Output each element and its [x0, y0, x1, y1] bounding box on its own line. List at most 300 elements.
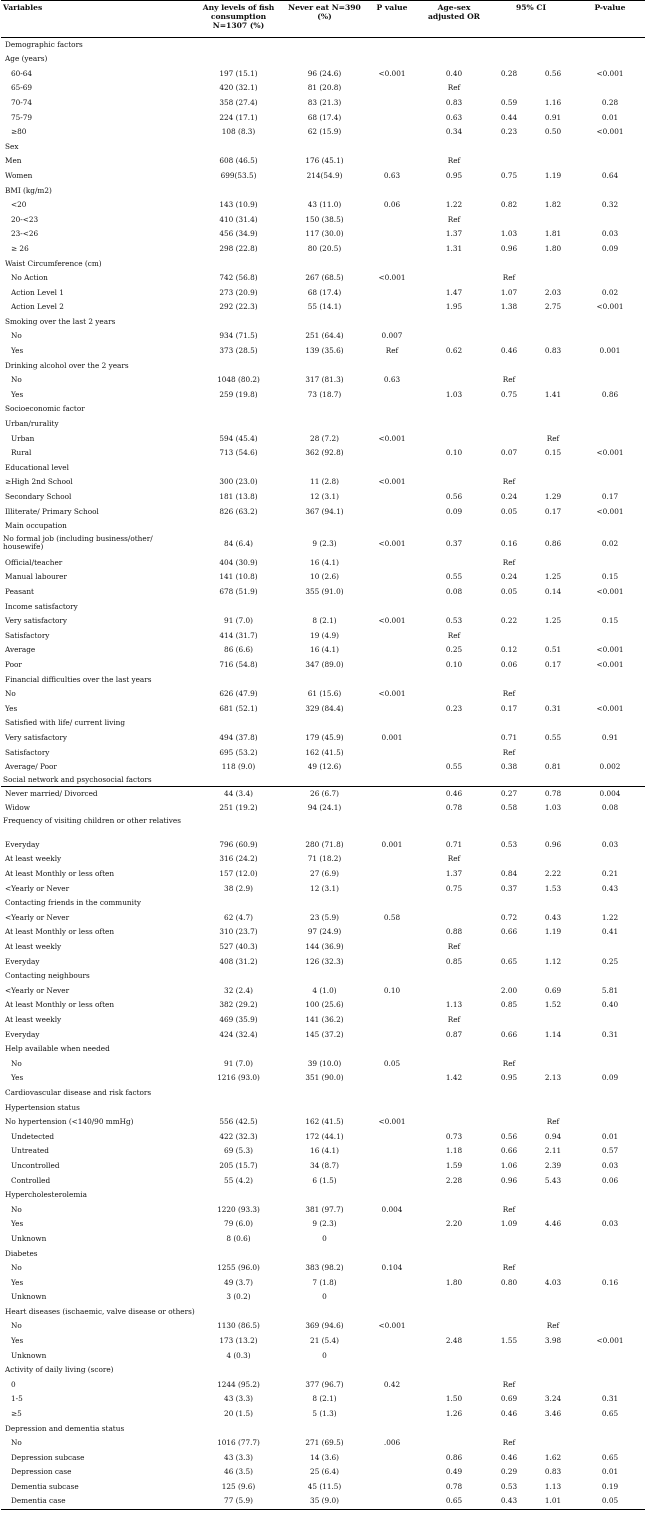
cell-variable: Very satisfactory	[5, 732, 68, 742]
table-row	[1, 271, 645, 286]
cell-fish-consumption: 292 (22.3)	[219, 302, 258, 312]
cell-adjusted-or: 0.55	[445, 762, 463, 772]
cell-ci-upper	[531, 1232, 575, 1247]
cell-p-value-2	[575, 1436, 645, 1451]
cell-never-eat: 10 (2.6)	[310, 572, 339, 582]
cell-p-value	[363, 1100, 421, 1115]
cell-p-value-2	[575, 1319, 645, 1334]
cell-variable: Contacting neighbours	[5, 971, 90, 981]
cell-ci-upper	[531, 38, 575, 53]
cell-ci-lower: 0.06	[500, 659, 518, 669]
cell-never-eat	[286, 519, 363, 534]
cell-ci-upper: 4.03	[544, 1277, 562, 1287]
cell-p-value	[363, 1217, 421, 1232]
cell-ci-upper	[531, 271, 575, 286]
cell-ci-upper: 0.14	[544, 586, 562, 596]
cell-adjusted-or	[421, 52, 487, 67]
cell-never-eat: 11 (2.8)	[310, 477, 339, 487]
cell-ci-lower: 0.05	[500, 506, 518, 516]
cell-p-value-2	[575, 140, 645, 155]
cell-ci-upper: 1.81	[544, 229, 562, 239]
cell-p-value-2	[575, 271, 645, 286]
cell-never-eat: 35 (9.0)	[310, 1496, 339, 1506]
cell-fish-consumption: 181 (13.8)	[219, 492, 258, 501]
cell-adjusted-or: 0.71	[445, 839, 463, 849]
cell-variable: Official/teacher	[5, 557, 63, 567]
cell-fish-consumption: 251 (19.2)	[219, 803, 258, 813]
cell-p-value: 0.63	[383, 375, 401, 385]
cell-p-value	[363, 570, 421, 585]
cell-fish-consumption: 108 (8.3)	[221, 127, 256, 137]
cell-variable: Illiterate/ Primary School	[5, 506, 99, 516]
cell-never-eat: 369 (94.6)	[305, 1321, 344, 1331]
cell-ci-upper	[531, 1188, 575, 1203]
cell-variable: Men	[5, 156, 22, 166]
cell-ci-upper	[531, 373, 575, 388]
cell-adjusted-or: 0.78	[445, 803, 463, 813]
cell-never-eat: 21 (5.4)	[310, 1336, 339, 1346]
cell-p-value	[363, 1042, 421, 1057]
cell-p-value-2: 0.03	[601, 1160, 619, 1170]
cell-fish-consumption: 527 (40.3)	[219, 942, 258, 952]
cell-ci-upper	[531, 1363, 575, 1378]
cell-p-value	[363, 154, 421, 169]
cell-ci-upper	[531, 81, 575, 96]
table-row	[1, 154, 645, 169]
cell-ci-lower: 0.69	[500, 1394, 518, 1404]
cell-never-eat: 150 (38.5)	[305, 214, 344, 224]
cell-fish-consumption: 91 (7.0)	[224, 616, 253, 626]
cell-p-value: 0.63	[383, 170, 401, 180]
cell-p-value-2	[575, 52, 645, 67]
table-row	[1, 505, 645, 520]
cell-ci-upper: 0.83	[544, 346, 562, 356]
table-row	[1, 1232, 645, 1247]
cell-ci-upper	[531, 1349, 575, 1364]
cell-ci-upper: 1.14	[544, 1029, 562, 1039]
cell-fish-consumption: 594 (45.4)	[219, 433, 258, 443]
cell-never-eat: 214(54.9)	[306, 170, 343, 180]
cell-variable: <Yearly or Never	[5, 912, 70, 922]
cell-p-value-2: <0.001	[596, 448, 624, 458]
cell-ci-upper: 2.03	[544, 287, 562, 297]
cell-variable: Action Level 1	[11, 287, 64, 297]
table-row	[1, 570, 645, 585]
cell-ci-lower	[487, 432, 531, 447]
cell-p-value-2	[575, 745, 645, 760]
table-row	[1, 1130, 645, 1145]
cell-ci-lower: Ref	[502, 1058, 516, 1068]
table-row	[1, 432, 645, 447]
cell-fish-consumption: 77 (5.9)	[224, 1496, 253, 1506]
cell-ci-lower	[487, 1290, 531, 1305]
header-p-value-2: P-value	[594, 3, 626, 12]
cell-adjusted-or: 0.88	[445, 927, 463, 937]
table-row	[1, 256, 645, 271]
cell-p-value	[363, 96, 421, 111]
cell-never-eat	[286, 1188, 363, 1203]
cell-never-eat	[286, 1042, 363, 1057]
cell-ci-upper: 5.43	[544, 1175, 562, 1185]
cell-p-value	[363, 1246, 421, 1261]
table-row	[1, 1276, 645, 1291]
header-never-eat: Never eat N=390 (%)	[288, 3, 361, 22]
cell-ci-lower: 0.58	[500, 803, 518, 813]
table-row	[1, 787, 645, 802]
cell-adjusted-or	[421, 417, 487, 432]
cell-variable: At least weekly	[5, 854, 62, 864]
cell-ci-upper	[531, 1261, 575, 1276]
cell-p-value	[363, 852, 421, 867]
cell-never-eat: 97 (24.9)	[307, 927, 342, 937]
cell-p-value-2	[575, 402, 645, 417]
cell-p-value-2	[575, 373, 645, 388]
table-row	[1, 760, 645, 775]
cell-ci-lower	[487, 1422, 531, 1437]
cell-variable: ≥5	[11, 1409, 22, 1419]
cell-variable: Widow	[5, 803, 31, 813]
cell-variable: Main occupation	[5, 521, 67, 531]
cell-fish-consumption	[191, 1363, 286, 1378]
cell-ci-lower: Ref	[502, 1204, 516, 1214]
cell-ci-lower: 0.82	[500, 200, 518, 210]
cell-ci-upper: 1.29	[544, 492, 562, 501]
cell-variable: Undetected	[11, 1131, 55, 1141]
cell-variable: No hypertension (<140/90 mmHg)	[5, 1117, 134, 1127]
cell-p-value-2: 0.02	[601, 287, 619, 297]
cell-never-eat: 100 (25.6)	[305, 1000, 344, 1010]
cell-variable: Uncontrolled	[11, 1160, 60, 1170]
cell-ci-lower	[487, 1100, 531, 1115]
cell-fish-consumption: 626 (47.9)	[219, 689, 258, 699]
table-row	[1, 955, 645, 970]
table-body	[1, 38, 645, 1510]
cell-fish-consumption: 424 (32.4)	[219, 1029, 258, 1039]
cell-ci-lower: 0.96	[500, 1175, 518, 1185]
cell-p-value-2: 0.09	[601, 1073, 619, 1083]
cell-adjusted-or: Ref	[447, 83, 461, 93]
cell-ci-lower: 0.66	[500, 1146, 518, 1156]
cell-adjusted-or	[421, 1100, 487, 1115]
cell-variable: 0	[11, 1379, 16, 1389]
cell-fish-consumption: 420 (32.1)	[219, 83, 258, 93]
cell-p-value-2: <0.001	[596, 1336, 624, 1346]
table-row	[1, 629, 645, 644]
cell-adjusted-or: 0.75	[445, 883, 463, 893]
cell-ci-upper	[531, 1086, 575, 1101]
cell-never-eat	[286, 417, 363, 432]
cell-never-eat	[286, 775, 363, 787]
cell-p-value-2: 0.06	[601, 1175, 619, 1185]
cell-ci-upper	[531, 599, 575, 614]
cell-ci-upper: 2.13	[544, 1073, 562, 1083]
table-row	[1, 359, 645, 374]
cell-p-value-2	[575, 1188, 645, 1203]
cell-adjusted-or: 0.87	[445, 1029, 463, 1039]
cell-variable: Sex	[5, 141, 19, 151]
cell-never-eat: 83 (21.3)	[307, 97, 342, 107]
cell-variable: Dementia case	[11, 1496, 66, 1506]
cell-p-value	[363, 1290, 421, 1305]
header-variables: Variables	[3, 3, 43, 12]
cell-never-eat: 25 (6.4)	[310, 1467, 339, 1477]
table-row	[1, 140, 645, 155]
cell-ci-lower	[487, 154, 531, 169]
cell-ci-lower: 0.46	[500, 1452, 518, 1462]
cell-ci-upper	[531, 1305, 575, 1320]
cell-never-eat	[286, 461, 363, 476]
cell-adjusted-or: 2.20	[445, 1219, 463, 1229]
table-row	[1, 614, 645, 629]
cell-adjusted-or: 0.40	[445, 68, 463, 78]
cell-ci-upper	[531, 475, 575, 490]
table-row	[1, 585, 645, 600]
cell-ci-lower: 1.07	[500, 287, 518, 297]
cell-ci-lower: 0.28	[500, 68, 518, 78]
cell-p-value	[363, 1495, 421, 1510]
cell-ci-lower	[487, 81, 531, 96]
cell-p-value-2: 0.002	[599, 762, 621, 772]
cell-adjusted-or	[421, 775, 487, 787]
cell-p-value-2: <0.001	[596, 68, 624, 78]
table-row	[1, 213, 645, 228]
cell-fish-consumption	[191, 183, 286, 198]
cell-p-value-2: <0.001	[596, 703, 624, 713]
table-row	[1, 1246, 645, 1261]
cell-variable: 23-<26	[11, 229, 39, 239]
cell-ci-upper: 0.17	[544, 506, 562, 516]
table-row	[1, 446, 645, 461]
cell-fish-consumption	[191, 716, 286, 731]
cell-ci-lower	[487, 1319, 531, 1334]
cell-ci-lower	[487, 183, 531, 198]
cell-fish-consumption: 118 (9.0)	[221, 762, 256, 772]
cell-ci-upper: 0.83	[544, 1467, 562, 1477]
cell-variable: <Yearly or Never	[5, 883, 70, 893]
cell-adjusted-or: 1.59	[445, 1160, 463, 1170]
cell-ci-lower: 0.43	[500, 1496, 518, 1506]
cell-p-value-2: 0.03	[601, 229, 619, 239]
cell-fish-consumption: 55 (4.2)	[224, 1175, 253, 1185]
cell-fish-consumption: 796 (60.9)	[219, 839, 258, 849]
cell-never-eat: 62 (15.9)	[307, 127, 342, 137]
cell-p-value-2	[575, 556, 645, 571]
cell-p-value	[363, 599, 421, 614]
cell-variable: No	[11, 1058, 22, 1068]
cell-p-value	[363, 52, 421, 67]
cell-ci-lower	[487, 38, 531, 53]
cell-ci-upper: 2.22	[544, 869, 562, 879]
cell-ci-upper: 0.17	[544, 659, 562, 669]
cell-variable: Action Level 2	[11, 302, 64, 312]
cell-p-value-2	[575, 315, 645, 330]
cell-adjusted-or	[421, 896, 487, 911]
table-row	[1, 329, 645, 344]
cell-adjusted-or	[421, 1232, 487, 1247]
cell-fish-consumption	[191, 256, 286, 271]
cell-ci-lower: Ref	[502, 477, 516, 487]
cell-variable: At least weekly	[5, 942, 62, 952]
cell-fish-consumption: 49 (3.7)	[224, 1277, 253, 1287]
cell-never-eat: 23 (5.9)	[310, 912, 339, 922]
cell-p-value-2	[575, 359, 645, 374]
cell-p-value	[363, 1334, 421, 1349]
cell-ci-upper: 0.51	[544, 645, 562, 655]
cell-p-value-2: 0.31	[601, 1029, 619, 1039]
cell-fish-consumption: 456 (34.9)	[219, 229, 258, 239]
cell-never-eat: 362 (92.8)	[305, 448, 344, 458]
table-row	[1, 882, 645, 897]
cell-variable: 70-74	[11, 97, 33, 107]
cell-p-value-2	[575, 213, 645, 228]
cell-variable: Help available when needed	[5, 1044, 110, 1054]
cell-fish-consumption: 197 (15.1)	[219, 68, 258, 78]
cell-p-value-2	[575, 852, 645, 867]
cell-p-value-2: 0.91	[601, 732, 619, 742]
cell-never-eat	[286, 38, 363, 53]
cell-ci-lower: 0.65	[500, 956, 518, 966]
cell-fish-consumption: 84 (6.4)	[224, 539, 253, 549]
table-row	[1, 1144, 645, 1159]
cell-fish-consumption: 556 (42.5)	[219, 1117, 258, 1127]
cell-adjusted-or	[421, 687, 487, 702]
cell-adjusted-or	[421, 256, 487, 271]
cell-variable: Diabetes	[5, 1248, 38, 1258]
cell-ci-lower	[487, 140, 531, 155]
cell-p-value	[363, 1232, 421, 1247]
cell-p-value-2	[575, 519, 645, 534]
cell-ci-lower	[487, 896, 531, 911]
cell-p-value-2: 0.17	[601, 492, 619, 501]
cell-variable: Controlled	[11, 1175, 51, 1185]
cell-never-eat: 329 (84.4)	[305, 703, 344, 713]
table-row	[1, 1305, 645, 1320]
cell-fish-consumption: 8 (0.6)	[226, 1233, 251, 1243]
table-row	[1, 227, 645, 242]
table-row	[1, 801, 645, 816]
cell-ci-upper: 1.41	[544, 389, 562, 399]
cell-adjusted-or: 0.86	[445, 1452, 463, 1462]
cell-p-value	[363, 1159, 421, 1174]
cell-ci-upper	[531, 1378, 575, 1393]
cell-ci-lower: 0.05	[500, 586, 518, 596]
cell-p-value-2	[575, 1013, 645, 1028]
cell-p-value	[363, 801, 421, 816]
cell-p-value-2	[575, 1290, 645, 1305]
cell-never-eat: 80 (20.5)	[307, 243, 342, 253]
cell-ci-upper: 3.46	[544, 1409, 562, 1419]
cell-p-value-2	[575, 1261, 645, 1276]
cell-variable: No	[5, 689, 16, 699]
cell-p-value-2: <0.001	[596, 302, 624, 312]
cell-ci-lower: 0.75	[500, 389, 518, 399]
header-row	[1, 1, 645, 38]
cell-variable: 20-<23	[11, 214, 39, 224]
cell-adjusted-or	[421, 1349, 487, 1364]
cell-ci-upper	[531, 672, 575, 687]
table-row	[1, 1436, 645, 1451]
cell-adjusted-or	[421, 329, 487, 344]
cell-variable: No	[11, 1321, 22, 1331]
table-row	[1, 1407, 645, 1422]
cell-ci-lower	[487, 1042, 531, 1057]
cell-p-value-2: 0.19	[601, 1482, 619, 1491]
cell-never-eat	[286, 1246, 363, 1261]
cell-p-value-2	[575, 417, 645, 432]
cell-p-value-2	[575, 1042, 645, 1057]
cell-ci-upper: 1.80	[544, 243, 562, 253]
cell-ci-upper: 2.11	[544, 1146, 562, 1156]
cell-ci-upper: Ref	[546, 1321, 560, 1331]
cell-never-eat: 4 (1.0)	[312, 985, 337, 995]
cell-fish-consumption: 298 (22.8)	[219, 243, 258, 253]
cell-fish-consumption	[191, 1246, 286, 1261]
cell-p-value	[363, 1451, 421, 1466]
cell-p-value-2	[575, 1232, 645, 1247]
cell-never-eat	[286, 969, 363, 984]
table-row	[1, 286, 645, 301]
cell-p-value	[363, 213, 421, 228]
cell-fish-consumption: 259 (19.8)	[219, 389, 258, 399]
cell-ci-upper: 1.82	[544, 200, 562, 210]
cell-ci-lower: 0.24	[500, 572, 518, 582]
cell-variable: Everyday	[5, 1029, 40, 1039]
cell-variable: Depression subcase	[11, 1452, 85, 1462]
cell-ci-lower	[487, 852, 531, 867]
cell-ci-lower: 0.27	[500, 788, 518, 798]
cell-adjusted-or: 0.62	[445, 346, 463, 356]
table-row	[1, 198, 645, 213]
cell-fish-consumption: 678 (51.9)	[219, 586, 258, 596]
cell-ci-lower	[487, 52, 531, 67]
cell-ci-lower	[487, 1013, 531, 1028]
cell-ci-lower: 0.38	[500, 762, 518, 772]
cell-ci-lower	[487, 256, 531, 271]
cell-ci-lower	[487, 1349, 531, 1364]
cell-p-value: <0.001	[378, 689, 406, 699]
cell-never-eat	[286, 183, 363, 198]
cell-variable: Yes	[11, 389, 24, 399]
cell-fish-consumption	[191, 38, 286, 53]
cell-ci-lower: 0.59	[500, 97, 518, 107]
table-row	[1, 940, 645, 955]
cell-never-eat: 81 (20.8)	[307, 83, 342, 93]
cell-variable: 60-64	[11, 68, 33, 78]
cell-ci-upper: 0.96	[544, 839, 562, 849]
cell-variable: 75-79	[11, 112, 33, 122]
cell-p-value	[363, 658, 421, 673]
cell-p-value-2: 0.31	[601, 1394, 619, 1404]
cell-never-eat: 19 (4.9)	[310, 630, 339, 640]
table-row	[1, 534, 645, 556]
cell-never-eat: 28 (7.2)	[310, 433, 339, 443]
cell-p-value-2: <0.001	[596, 127, 624, 137]
cell-variable: Rural	[11, 448, 32, 458]
cell-p-value	[363, 315, 421, 330]
cell-adjusted-or	[421, 731, 487, 746]
cell-ci-upper	[531, 1290, 575, 1305]
table-row	[1, 315, 645, 330]
cell-ci-upper	[531, 1246, 575, 1261]
cell-adjusted-or	[421, 475, 487, 490]
cell-variable: No	[11, 1263, 22, 1273]
cell-ci-lower: 0.16	[500, 539, 518, 549]
cell-never-eat: 383 (98.2)	[305, 1263, 344, 1273]
cell-ci-lower	[487, 461, 531, 476]
cell-p-value-2: <0.001	[596, 659, 624, 669]
cell-p-value-2: 0.25	[601, 956, 619, 966]
table-row	[1, 242, 645, 257]
